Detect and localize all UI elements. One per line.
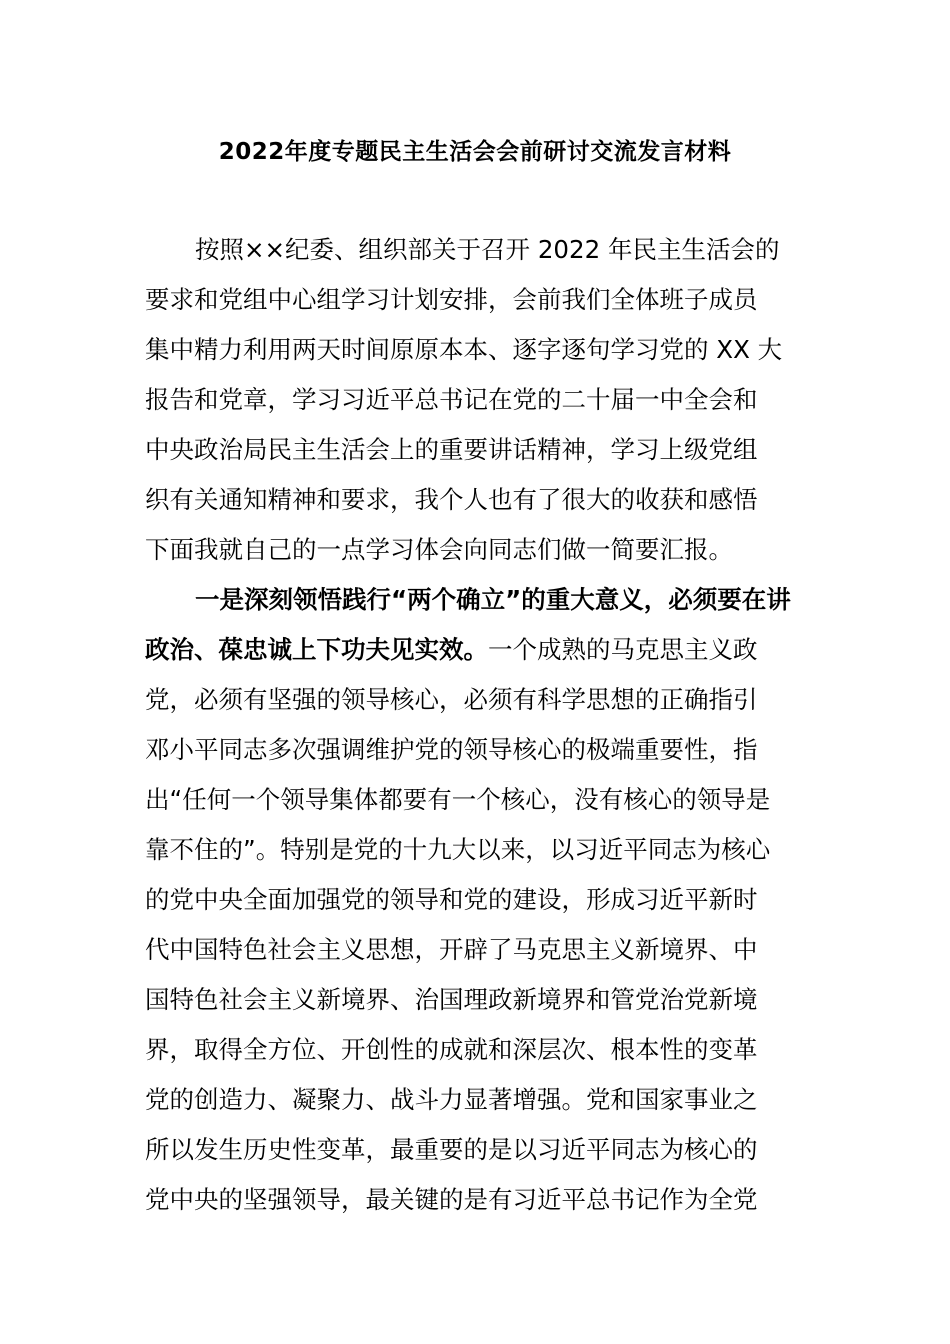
bold-heading-line: 一是深刻领悟践行“两个确立”的重大意义，必须要在讲 xyxy=(195,585,791,614)
text-line: 按照××纪委、组织部关于召开 2022 年民主生活会的 xyxy=(195,235,780,264)
text-line: 下面我就自己的一点学习体会向同志们做一简要汇报。 xyxy=(145,535,733,564)
text-line: 代中国特色社会主义思想，开辟了马克思主义新境界、中 xyxy=(145,935,758,964)
text-line: 要求和党组中心组学习计划安排，会前我们全体班子成员 xyxy=(145,285,758,314)
text-line: 集中精力利用两天时间原原本本、逐字逐句学习党的 XX 大 xyxy=(145,335,783,364)
bold-heading-end: 政治、葆忠诚上下功夫见实效。 xyxy=(145,635,488,664)
mixed-line xyxy=(145,625,810,675)
text-line: 邓小平同志多次强调维护党的领导核心的极端重要性，指 xyxy=(145,735,758,764)
text-line: 的党中央全面加强党的领导和党的建设，形成习近平新时 xyxy=(145,885,758,914)
text-line: 所以发生历史性变革，最重要的是以习近平同志为核心的 xyxy=(145,1135,758,1164)
text-line: 报告和党章，学习习近平总书记在党的二十届一中全会和 xyxy=(145,385,758,414)
text-line: 党的创造力、凝聚力、战斗力显著增强。党和国家事业之 xyxy=(145,1085,758,1114)
text-segment: 一个成熟的马克思主义政 xyxy=(488,635,758,664)
text-line: 党，必须有坚强的领导核心，必须有科学思想的正确指引 xyxy=(145,685,758,714)
text-line: 党中央的坚强领导，最关键的是有习近平总书记作为全党 xyxy=(145,1185,758,1214)
text-line: 国特色社会主义新境界、治国理政新境界和管党治党新境 xyxy=(145,985,758,1014)
text-line: 靠不住的”。特别是党的十九大以来，以习近平同志为核心 xyxy=(145,835,771,864)
text-line: 出“任何一个领导集体都要有一个核心，没有核心的领导是 xyxy=(145,785,771,814)
document-body xyxy=(145,225,810,1225)
text-line: 界，取得全方位、开创性的成就和深层次、根本性的变革 xyxy=(145,1035,758,1064)
paragraph-2 xyxy=(145,575,810,1225)
text-line: 中央政治局民主生活会上的重要讲话精神，学习上级党组 xyxy=(145,435,758,464)
paragraph-1 xyxy=(145,225,810,575)
document-title: 2022年度专题民主生活会会前研讨交流发言材料 xyxy=(218,139,732,165)
text-line: 织有关通知精神和要求，我个人也有了很大的收获和感悟 xyxy=(145,485,758,514)
